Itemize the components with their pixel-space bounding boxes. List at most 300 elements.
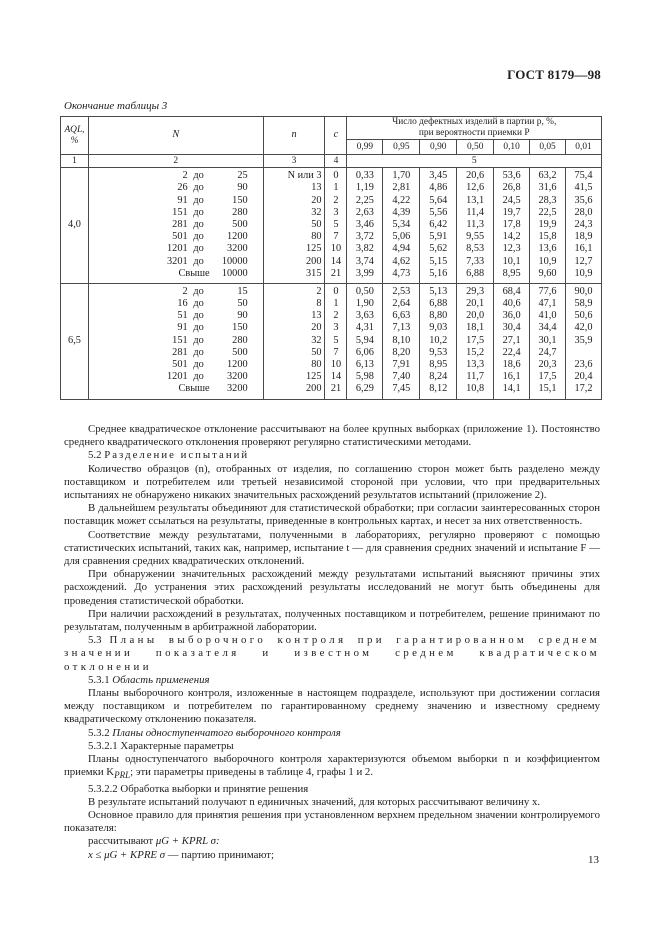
section-number: 5.3 [88,634,102,647]
sample-size: 13 [311,310,322,322]
defect-percent: 7,91 [392,359,411,371]
lot-size-from: 281 [172,218,188,230]
acceptance-number: 5 [333,218,339,230]
lot-size-cell [88,168,263,284]
defect-percent: 58,9 [574,298,593,310]
defect-percent: 5,64 [429,194,448,206]
table-caption: Окончание таблицы 3 [64,100,168,112]
defect-percent: 2,25 [355,194,374,206]
lot-size-from: 3201 [167,255,188,267]
paragraph: В результате испытаний получают n единичных значений, для которых рассчитывают величину x. [88,795,541,808]
lot-size-from: Свыше [178,383,210,395]
acceptance-number: 0 [333,285,339,297]
acceptance-number: 14 [330,371,342,383]
sample-size-cell [263,168,325,284]
defect-percent: 34,4 [538,322,557,334]
defect-percent: 22,4 [502,346,521,358]
formula-suffix: — партию принимают; [167,848,275,861]
defect-percent: 75,4 [574,170,593,182]
defect-percent: 2,53 [392,285,411,297]
defect-percent: 4,94 [392,243,411,255]
defect-percent: 8,53 [466,243,485,255]
sample-size: 125 [306,371,322,383]
lot-size-to: 10000 [221,255,248,267]
formula-line [64,835,600,848]
defect-percent-cell [565,283,601,399]
defect-percent: 5,56 [429,206,448,218]
defect-percent-cell [494,283,530,399]
lot-size-from: 501 [172,231,188,243]
page-number: 13 [588,854,599,866]
lot-size-from: 51 [177,310,188,322]
defect-percent: 5,16 [429,267,448,279]
defect-percent: 3,99 [355,267,374,279]
range-word: до [193,322,204,334]
lot-size-range [92,195,260,207]
lot-size-range [92,371,260,383]
defect-percent: 0,50 [355,285,374,297]
defect-percent: 3,46 [355,218,374,230]
defect-percent: 2,63 [355,206,374,218]
defect-percent: 13,3 [466,359,485,371]
defect-percent: 15,8 [538,231,557,243]
subsection-heading: 5.3.2.1 Характерные параметры [88,739,234,752]
defect-percent: 30,4 [502,322,521,334]
range-word: до [193,285,204,297]
defect-percent: 27,1 [502,334,521,346]
sample-size: 50 [311,346,322,358]
lot-size-from: 16 [177,298,188,310]
lot-size-to: 3200 [227,243,248,255]
acceptance-number: 2 [333,194,339,206]
defect-percent: 3,63 [355,310,374,322]
sample-size: 50 [311,218,322,230]
defect-percent: 1,90 [355,298,374,310]
paragraph: Основное правило для принятия решения при установленном верхнем предельном значении контролируемого показателя: [64,809,600,835]
defect-percent: 17,8 [502,218,521,230]
defect-percent: 9,53 [429,346,448,358]
defect-percent: 77,6 [538,285,557,297]
range-word: до [193,371,204,383]
lot-size-range [92,359,260,371]
defect-percent: 68,4 [502,285,521,297]
sample-size: 20 [311,194,322,206]
defect-percent: 3,72 [355,231,374,243]
lot-size-to: 3200 [227,371,248,383]
lot-size-from: 501 [172,359,188,371]
defect-percent: 5,98 [355,371,374,383]
sample-size: 125 [306,243,322,255]
defect-percent-cell [530,168,566,284]
defect-percent: 11,3 [466,218,484,230]
defect-percent: 9,55 [466,231,485,243]
defect-percent: 28,0 [574,206,593,218]
paragraph [64,753,600,783]
header-acceptance-number: c [325,117,347,155]
defect-percent: 3,82 [355,243,374,255]
acceptance-number: 2 [333,310,339,322]
column-number: 4 [325,155,347,168]
lot-size-to: 1200 [227,359,248,371]
defect-percent: 63,2 [538,170,557,182]
formula: μG + KPRL σ: [155,835,220,848]
defect-percent: 20,4 [574,371,593,383]
lot-size-range [92,268,260,280]
defect-percent: 2,81 [392,182,411,194]
defect-percent: 24,3 [574,218,593,230]
lot-size-from: 151 [172,334,188,346]
defect-percent: 31,6 [538,182,557,194]
defect-percent: 20,1 [466,298,485,310]
header-lot-size: N [88,117,263,155]
paragraph: Планы выборочного контроля, изложенные в настоящем подразделе, используют при достижении согласия между поставщиком и потребителем по гарантированному среднему значению и известному среднему квадратическому отклонению показателя. [64,687,600,726]
defect-percent: 17,2 [574,383,593,395]
defect-percent: 5,91 [429,231,448,243]
defect-percent: 5,13 [429,285,448,297]
section-title: Разделение испытаний [104,449,250,462]
acceptance-number: 1 [333,298,339,310]
defect-percent: 4,73 [392,267,411,279]
defect-percent: 3,74 [355,255,374,267]
lot-size-from: 91 [177,194,188,206]
section-5-3-1-heading [64,674,600,687]
header-defects-line1: Число дефектных изделий в партии p, %, [392,117,557,127]
defect-percent: 7,40 [392,371,411,383]
lot-size-range [92,207,260,219]
lot-size-from: 2 [182,285,188,297]
lot-size-range [92,243,260,255]
defect-percent: 6,63 [392,310,411,322]
acceptance-number-cell [325,283,347,399]
defect-percent: 8,20 [392,346,411,358]
header-probability: 0,99 [347,140,383,155]
defect-percent: 6,13 [355,359,374,371]
subscript: PRL [114,770,131,781]
column-number: 5 [347,155,602,168]
section-title: Область применения [112,673,210,686]
defect-percent: 12,7 [574,255,593,267]
defect-percent: 42,0 [574,322,593,334]
defect-percent: 5,06 [392,231,411,243]
range-word: до [193,182,204,194]
defect-percent: 22,5 [538,206,557,218]
column-number: 3 [263,155,325,168]
defect-percent-cell [383,168,420,284]
defect-percent: 10,8 [466,383,485,395]
defect-percent: 19,7 [502,206,521,218]
acceptance-number: 10 [330,359,342,371]
defect-percent-cell [494,168,530,284]
defect-percent-cell [565,168,601,284]
defect-percent: 20,3 [538,359,557,371]
sample-size: 200 [306,255,322,267]
lot-size-from: 1201 [167,243,188,255]
defect-percent: 90,0 [574,285,593,297]
header-aql: AQL, % [61,117,89,155]
paragraph-text: ; эти параметры приведены в таблице 4, графы 1 и 2. [130,766,374,779]
defect-percent: 50,6 [574,310,593,322]
sampling-table [60,116,602,400]
defect-percent: 15,2 [466,346,485,358]
defect-percent: 47,1 [538,298,557,310]
lot-size-cell [88,283,263,399]
column-number: 1 [61,155,89,168]
range-word: до [193,170,204,182]
lot-size-range [92,219,260,231]
defect-percent: 40,6 [502,298,521,310]
defect-percent: 23,6 [574,359,593,371]
header-probability: 0,90 [420,140,457,155]
defect-percent-cell [347,283,383,399]
defect-percent: 8,95 [502,267,521,279]
defect-percent: 41,5 [574,182,593,194]
defect-percent: 4,22 [392,194,411,206]
lot-size-from: 151 [172,206,188,218]
paragraph: Соответствие между результатами, полученными в лабораториях, регулярно проверяют с помощью статистических испытаний, таких как, например, испытание t — для сравнения средних значений и испытание F — для сравнения средних квадратических отклонений. [64,528,600,568]
defect-percent: 7,13 [392,322,411,334]
range-word: до [193,310,204,322]
lot-size-range [92,286,260,298]
lot-size-from: 2 [182,170,188,182]
defect-percent: 28,3 [538,194,557,206]
defect-percent: 16,1 [574,243,593,255]
table-row [61,283,602,399]
lot-size-from: 91 [177,322,188,334]
defect-percent: 36,0 [502,310,521,322]
defect-percent-cell [530,283,566,399]
defect-percent: 8,10 [392,334,411,346]
acceptance-number: 3 [333,322,339,334]
defect-percent: 5,34 [392,218,411,230]
lot-size-to: 25 [237,170,248,182]
defect-percent: 6,42 [429,218,448,230]
defect-percent: 15,1 [538,383,557,395]
acceptance-number: 21 [330,267,342,279]
paragraph: При наличии расхождений в результатах, полученных поставщиком и потребителем, решение принимают по результатам, полученным в арбитражной лаборатории. [64,607,600,634]
lot-size-to: 150 [232,322,248,334]
lot-size-to: 10000 [221,267,248,279]
range-word: до [193,231,204,243]
subsection-heading: 5.3.2.2 Обработка выборки и принятие решения [88,782,309,795]
defect-percent: 20,6 [466,170,485,182]
defect-percent: 11,7 [466,371,484,383]
aql-value: 6,5 [61,283,89,399]
range-word: до [193,255,204,267]
header-probability: 0,50 [457,140,494,155]
defect-percent: 13,1 [466,194,485,206]
paragraph: При обнаружении значительных расхождений между результатами испытаний выясняют причины этих расхождений. До устранения этих расхождений результаты исследований не могут быть объединены для проведения статистической обработки. [64,568,600,607]
defect-percent-cell [383,283,420,399]
defect-percent: 4,39 [392,206,411,218]
sample-size: 8 [316,298,322,310]
paragraph: В дальнейшем результаты объединяют для статистической обработки; при согласии заинтересованных сторон поставщик может ссылаться на результаты, приведенные в контрольных картах, и несет за них ответственность. [64,502,600,528]
acceptance-number: 21 [330,383,342,395]
section-number: 5.3.2 [88,726,110,739]
range-word: до [193,194,204,206]
section-title: Планы выборочного контроля при гарантированном среднем значении показателя и известном среднем квадратическом отклонении [64,634,601,673]
sample-size: 2 [316,285,322,297]
doc-code: ГОСТ 8179—98 [507,67,601,82]
defect-percent: 9,03 [429,322,448,334]
defect-percent: 7,45 [392,383,411,395]
lot-size-from: Свыше [178,267,210,279]
lot-size-to: 50 [237,298,248,310]
defect-percent: 3,45 [429,170,448,182]
defect-percent: 10,9 [538,255,557,267]
lot-size-range [92,182,260,194]
defect-percent-cell [420,283,457,399]
formula-prefix: рассчитывают [88,835,154,848]
lot-size-from: 1201 [167,371,188,383]
defect-percent: 24,5 [502,194,521,206]
defect-percent-cell [347,168,383,284]
acceptance-number: 7 [333,231,339,243]
header-defects [347,117,602,140]
header-probability: 0,10 [494,140,530,155]
sample-size: N или 3 [287,170,322,182]
section-5-3-2-heading [64,727,600,740]
lot-size-to: 150 [232,194,248,206]
formula-line [64,849,600,862]
lot-size-range [92,256,260,268]
header-probability: 0,05 [530,140,566,155]
defect-percent: 26,8 [502,182,521,194]
lot-size-to: 500 [232,218,248,230]
lot-size-range [92,310,260,322]
sample-size: 32 [311,334,322,346]
paragraph: Количество образцов (n), отобранных от изделия, по соглашению сторон может быть разделено между поставщиком и потребителем или третьей независимой стороной при условии, что при предварительных испытаниях не обнаружено никаких значительных расхождений результатов испытаний (приложение 2). [64,462,600,502]
acceptance-number: 0 [333,170,339,182]
defect-percent-cell [420,168,457,284]
range-word: до [193,243,204,255]
defect-percent: 17,5 [538,371,557,383]
paragraph-text: Планы одноступенчатого выборочного контроля характеризуются объемом выборки n и коэффициентом приемки K [64,753,600,779]
defect-percent: 10,2 [429,334,448,346]
defect-percent: 4,86 [429,182,448,194]
section-title: Планы одноступенчатого выборочного контроля [112,726,341,739]
lot-size-range [92,322,260,334]
defect-percent: 1,70 [392,170,411,182]
range-word: до [193,359,204,371]
lot-size-range [92,298,260,310]
defect-percent: 13,6 [538,243,557,255]
acceptance-number: 7 [333,346,339,358]
acceptance-number: 10 [330,243,342,255]
defect-percent: 8,95 [429,359,448,371]
acceptance-number: 5 [333,334,339,346]
range-word: до [193,298,204,310]
column-number: 2 [88,155,263,168]
defect-percent: 1,19 [355,182,374,194]
defect-percent-cell [457,283,494,399]
defect-percent: 11,4 [466,206,484,218]
defect-percent: 6,88 [466,267,485,279]
header-defects-line2: при вероятности приемки P [418,128,530,138]
defect-percent: 2,64 [392,298,411,310]
defect-percent: 35,6 [574,194,593,206]
lot-size-to: 90 [237,310,248,322]
defect-percent: 41,0 [538,310,557,322]
defect-percent [569,347,598,359]
sample-size: 20 [311,322,322,334]
sample-size-cell [263,283,325,399]
acceptance-number: 1 [333,182,339,194]
range-word: до [193,206,204,218]
defect-percent: 20,0 [466,310,485,322]
lot-size-to: 280 [232,206,248,218]
lot-size-to: 90 [237,182,248,194]
header-probability: 0,01 [565,140,601,155]
paragraph: Среднее квадратическое отклонение рассчитывают на более крупных выборках (приложение 1). Постоянство среднего квадратического отклонения проверяют регулярно статистическими методами. [64,423,600,449]
formula: x ≤ μG + KPRE σ [88,848,166,861]
lot-size-range [92,383,260,395]
range-word: до [193,334,204,346]
defect-percent: 18,6 [502,359,521,371]
defect-percent: 10,9 [574,267,593,279]
defect-percent: 8,24 [429,371,448,383]
defect-percent: 29,3 [466,285,485,297]
defect-percent: 6,29 [355,383,374,395]
defect-percent: 0,33 [355,170,374,182]
sample-size: 315 [306,267,322,279]
lot-size-from: 26 [177,182,188,194]
defect-percent-cell [457,168,494,284]
defect-percent: 24,7 [538,346,557,358]
sample-size: 13 [311,182,322,194]
header-probability: 0,95 [383,140,420,155]
range-word: до [193,218,204,230]
defect-percent: 18,1 [466,322,485,334]
defect-percent: 14,2 [502,231,521,243]
section-number: 5.2 [88,449,102,462]
acceptance-number: 14 [330,255,342,267]
defect-percent: 5,62 [429,243,448,255]
section-5-3-heading [64,634,600,674]
header-sample-size: n [263,117,325,155]
lot-size-from: 281 [172,346,188,358]
defect-percent: 16,1 [502,371,521,383]
table-row [61,168,602,284]
sample-size: 32 [311,206,322,218]
defect-percent: 17,5 [466,334,485,346]
lot-size-to: 3200 [227,383,248,395]
defect-percent: 8,12 [429,383,448,395]
defect-percent: 12,6 [466,182,485,194]
defect-percent: 35,9 [574,334,593,346]
lot-size-range [92,231,260,243]
defect-percent: 14,1 [502,383,521,395]
body-text [64,423,600,862]
lot-size-range [92,347,260,359]
defect-percent: 53,6 [502,170,521,182]
defect-percent: 6,88 [429,298,448,310]
lot-size-to: 1200 [227,231,248,243]
defect-percent: 7,33 [466,255,485,267]
defect-percent: 4,31 [355,322,374,334]
range-word: до [193,346,204,358]
section-number: 5.3.1 [88,673,110,686]
sample-size: 200 [306,383,322,395]
defect-percent: 18,9 [574,231,593,243]
acceptance-number-cell [325,168,347,284]
defect-percent: 10,1 [502,255,521,267]
defect-percent: 4,62 [392,255,411,267]
aql-value: 4,0 [61,168,89,284]
lot-size-range [92,335,260,347]
acceptance-number: 3 [333,206,339,218]
lot-size-to: 280 [232,334,248,346]
defect-percent: 5,15 [429,255,448,267]
